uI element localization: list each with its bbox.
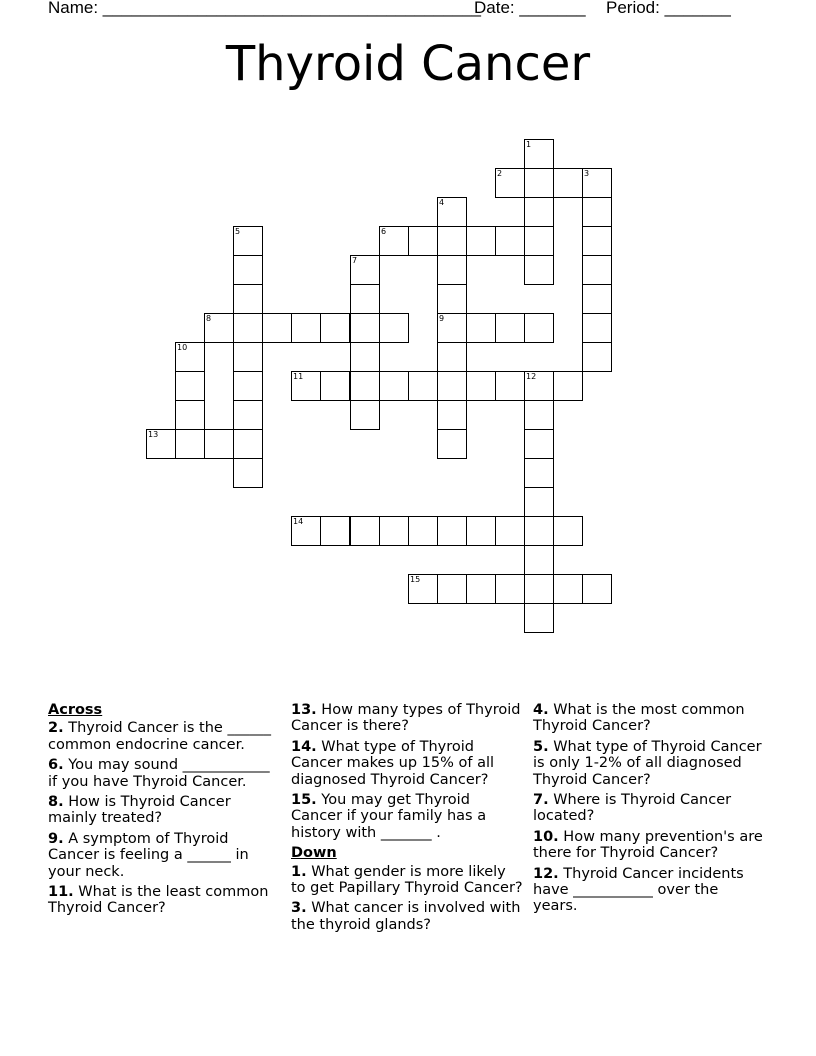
crossword-cell[interactable] [437,226,467,256]
crossword-cell[interactable] [379,313,409,343]
crossword-cell[interactable] [175,342,205,372]
crossword-cell[interactable] [175,400,205,430]
clue-down-10: 10. How many prevention's are there for Thyroid Cancer? [533,828,763,862]
crossword-cell[interactable] [408,226,438,256]
clue-number-label: 7 [352,256,358,265]
crossword-cell[interactable] [437,516,467,546]
crossword-cell[interactable] [524,197,554,227]
crossword-cell[interactable] [466,371,496,401]
crossword-cell[interactable] [582,168,612,198]
crossword-cell[interactable] [524,139,554,169]
crossword-cell[interactable] [582,284,612,314]
crossword-cell[interactable] [495,371,525,401]
crossword-cell[interactable] [437,284,467,314]
crossword-cell[interactable] [495,574,525,604]
clue-number-label: 13 [148,430,159,439]
crossword-cell[interactable] [233,429,263,459]
crossword-cell[interactable] [524,487,554,517]
clues-column-3 [533,702,763,919]
crossword-cell[interactable] [466,313,496,343]
crossword-cell[interactable] [524,429,554,459]
crossword-cell[interactable] [233,284,263,314]
crossword-cell[interactable] [582,574,612,604]
crossword-cell[interactable] [175,429,205,459]
period-field[interactable]: Period: _______ [606,0,731,17]
crossword-cell[interactable] [466,516,496,546]
crossword-cell[interactable] [350,284,380,314]
clue-across-2: 2. Thyroid Cancer is the ______ common endocrine cancer. [48,720,271,753]
crossword-cell[interactable] [262,313,292,343]
crossword-cell[interactable] [495,226,525,256]
crossword-cell[interactable] [524,226,554,256]
crossword-cell[interactable] [524,168,554,198]
crossword-cell[interactable] [495,168,525,198]
crossword-cell[interactable] [582,313,612,343]
crossword-cell[interactable] [437,313,467,343]
crossword-cell[interactable] [466,574,496,604]
clue-number-label: 1 [526,140,532,149]
crossword-cell[interactable] [320,313,350,343]
crossword-cell[interactable] [495,516,525,546]
crossword-cell[interactable] [582,226,612,256]
crossword-cell[interactable] [553,516,583,546]
crossword-cell[interactable] [350,371,380,401]
crossword-cell[interactable] [233,400,263,430]
clue-number-label: 10 [177,343,188,352]
crossword-cell[interactable] [582,197,612,227]
crossword-cell[interactable] [524,603,554,633]
crossword-cell[interactable] [408,574,438,604]
clue-across-13: 13. How many types of Thyroid Cancer is there? [291,702,521,735]
crossword-cell[interactable] [437,255,467,285]
crossword-cell[interactable] [553,574,583,604]
clue-across-9: 9. A symptom of Thyroid Cancer is feeling a ______ in your neck. [48,830,249,880]
clue-down-1: 1. What gender is more likely to get Papillary Thyroid Cancer? [291,863,523,897]
crossword-cell[interactable] [233,371,263,401]
crossword-cell[interactable] [466,226,496,256]
clue-number-label: 14 [293,517,304,526]
clue-across-8: 8. How is Thyroid Cancer mainly treated? [48,794,231,827]
crossword-cell[interactable] [350,255,380,285]
crossword-cell[interactable] [582,342,612,372]
crossword-cell[interactable] [437,429,467,459]
crossword-cell[interactable] [291,371,321,401]
crossword-cell[interactable] [204,429,234,459]
crossword-cell[interactable] [524,400,554,430]
crossword-cell[interactable] [524,255,554,285]
clue-down-3: 3. What cancer is involved with the thyroid glands? [291,900,521,933]
crossword-cell[interactable] [320,516,350,546]
clue-number-label: 5 [235,227,241,236]
crossword-cell[interactable] [437,371,467,401]
clue-down-12: 12. Thyroid Cancer incidents have ___________ over the years. [533,865,744,915]
name-field[interactable]: Name: ________________________________________ [48,0,481,17]
clue-across-6: 6. You may sound ____________ if you have Thyroid Cancer. [48,757,270,790]
crossword-cell[interactable] [146,429,176,459]
crossword-cell[interactable] [524,458,554,488]
crossword-cell[interactable] [175,371,205,401]
crossword-cell[interactable] [437,400,467,430]
crossword-cell[interactable] [582,255,612,285]
clue-down-4: 4. What is the most common Thyroid Cancer? [533,702,745,735]
clue-across-11: 11. What is the least common Thyroid Cancer? [48,884,269,917]
clues-column-1 [48,702,280,921]
clue-number-label: 8 [206,314,212,323]
crossword-cell[interactable] [437,197,467,227]
clue-number-label: 12 [526,372,537,381]
crossword-cell[interactable] [495,313,525,343]
clue-number-label: 3 [584,169,590,178]
clue-number-label: 2 [497,169,503,178]
crossword-cell[interactable] [233,255,263,285]
crossword-cell[interactable] [408,516,438,546]
crossword-cell[interactable] [379,226,409,256]
crossword-cell[interactable] [437,574,467,604]
crossword-cell[interactable] [320,371,350,401]
clue-number-label: 4 [439,198,445,207]
clue-down-7: 7. Where is Thyroid Cancer located? [533,792,732,825]
crossword-cell[interactable] [524,371,554,401]
crossword-cell[interactable] [524,574,554,604]
crossword-cell[interactable] [233,226,263,256]
clue-number-label: 9 [439,314,445,323]
crossword-cell[interactable] [291,516,321,546]
crossword-cell[interactable] [408,371,438,401]
across-heading: Across [48,702,103,718]
crossword-cell[interactable] [350,516,380,546]
crossword-cell[interactable] [204,313,234,343]
clue-number-label: 6 [381,227,387,236]
crossword-cell[interactable] [350,400,380,430]
clue-number-label: 11 [293,372,304,381]
crossword-cell[interactable] [553,168,583,198]
crossword-cell[interactable] [524,313,554,343]
crossword-cell[interactable] [379,371,409,401]
clue-across-15: 15. You may get Thyroid Cancer if your family has a history with _______ . [291,792,487,841]
page-title: Thyroid Cancer [225,36,591,92]
crossword-cell[interactable] [379,516,409,546]
crossword-cell[interactable] [350,342,380,372]
date-field[interactable]: Date: _______ [474,0,586,17]
clue-number-label: 15 [410,575,421,584]
clues-column-2 [291,702,523,937]
clue-down-5: 5. What type of Thyroid Cancer is only 1-2% of all diagnosed Thyroid Cancer? [533,738,762,788]
crossword-cell[interactable] [233,458,263,488]
crossword-cell[interactable] [233,342,263,372]
down-heading: Down [291,845,337,862]
crossword-cell[interactable] [291,313,321,343]
crossword-cell[interactable] [350,313,380,343]
crossword-cell[interactable] [524,516,554,546]
crossword-cell[interactable] [233,313,263,343]
crossword-cell[interactable] [553,371,583,401]
clue-across-14: 14. What type of Thyroid Cancer makes up 15% of all diagnosed Thyroid Cancer? [291,738,495,788]
crossword-cell[interactable] [437,342,467,372]
crossword-cell[interactable] [524,545,554,575]
